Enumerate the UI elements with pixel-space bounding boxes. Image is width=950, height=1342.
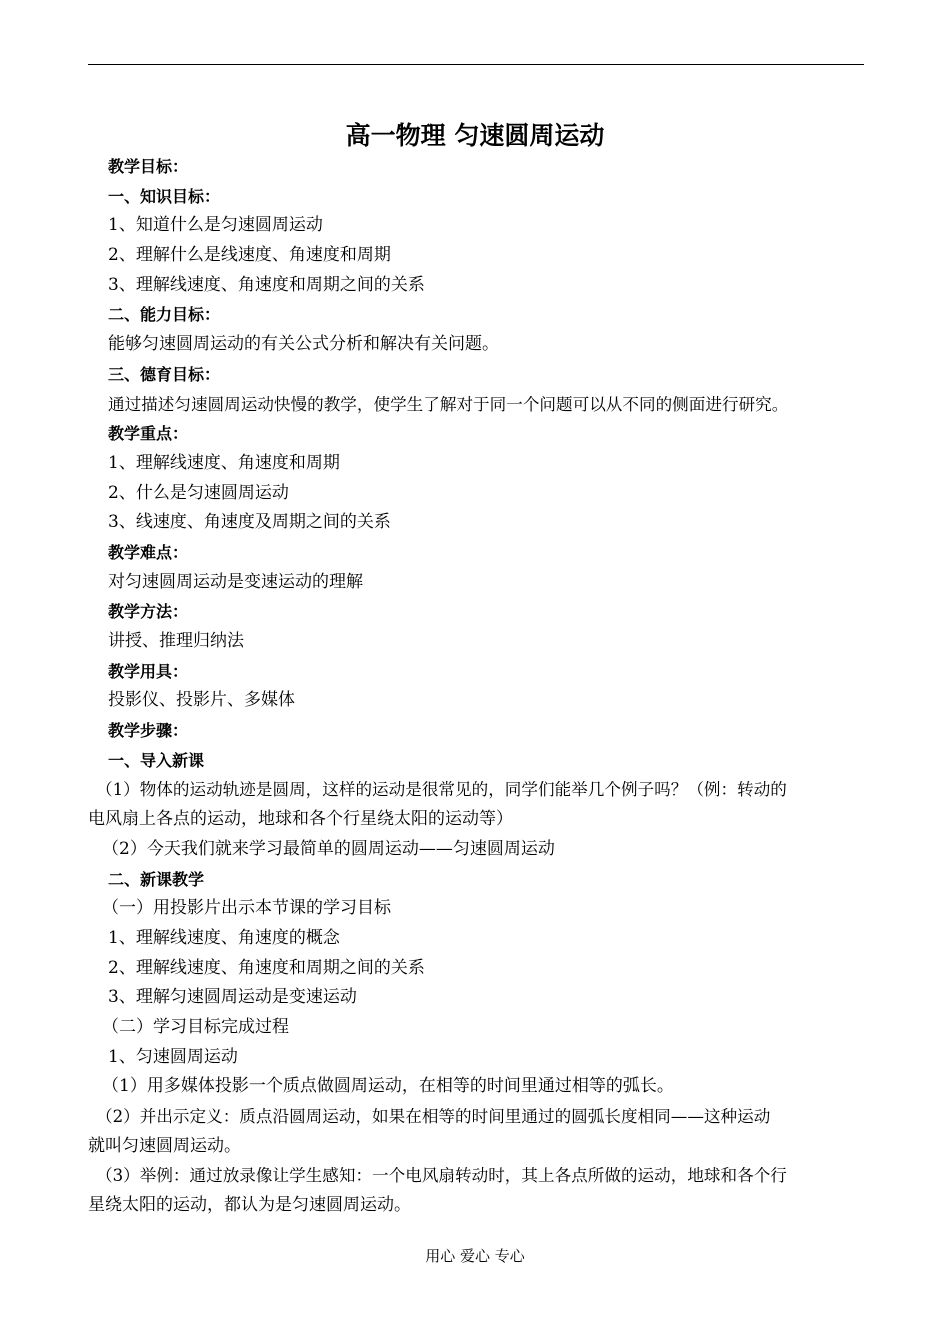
page-footer: 用心 爱心 专心 bbox=[425, 1247, 525, 1265]
heading-difficulties: 教学难点： bbox=[108, 542, 189, 562]
paragraph-line: 2、什么是匀速圆周运动 bbox=[108, 482, 289, 503]
heading-key-points: 教学重点： bbox=[108, 424, 189, 444]
paragraph-line: （二）学习目标完成过程 bbox=[102, 1016, 289, 1037]
heading-ability-goals: 二、能力目标： bbox=[108, 305, 221, 325]
heading-new-lesson: 二、新课教学 bbox=[108, 869, 205, 889]
heading-methods: 教学方法： bbox=[108, 602, 189, 622]
paragraph-line: 就叫匀速圆周运动。 bbox=[88, 1135, 241, 1156]
paragraph-line: 3、线速度、角速度及周期之间的关系 bbox=[108, 512, 391, 533]
paragraph-line: （3）举例：通过放录像让学生感知：一个电风扇转动时，其上各点所做的运动，地球和各个行 bbox=[96, 1166, 787, 1186]
document-body bbox=[88, 152, 864, 1221]
header-rule bbox=[88, 64, 864, 65]
paragraph-line: 3、理解匀速圆周运动是变速运动 bbox=[108, 987, 357, 1008]
paragraph-line: 2、理解什么是线速度、角速度和周期 bbox=[108, 245, 391, 266]
heading-teaching-goals: 教学目标： bbox=[108, 157, 189, 176]
paragraph-line: （1）物体的运动轨迹是圆周，这样的运动是很常见的，同学们能举几个例子吗？（例：转动的 bbox=[96, 780, 787, 800]
paragraph-line: 2、理解线速度、角速度和周期之间的关系 bbox=[108, 957, 425, 978]
paragraph-line: （2）并出示定义：质点沿圆周运动，如果在相等的时间里通过的圆弧长度相同——这种运动 bbox=[96, 1107, 771, 1126]
paragraph-line: 通过描述匀速圆周运动快慢的教学，使学生了解对于同一个问题可以从不同的侧面进行研究。 bbox=[108, 394, 789, 414]
paragraph-line: （一）用投影片出示本节课的学习目标 bbox=[102, 898, 391, 919]
document-title: 高一物理 匀速圆周运动 bbox=[345, 121, 605, 150]
heading-introduction: 一、导入新课 bbox=[108, 750, 205, 770]
paragraph-line: 投影仪、投影片、多媒体 bbox=[108, 690, 295, 711]
paragraph-line: （1）用多媒体投影一个质点做圆周运动，在相等的时间里通过相等的弧长。 bbox=[102, 1076, 674, 1097]
paragraph-line: 1、知道什么是匀速圆周运动 bbox=[108, 215, 323, 236]
paragraph-line: 1、理解线速度、角速度的概念 bbox=[108, 927, 340, 948]
paragraph-line: 讲授、推理归纳法 bbox=[108, 631, 244, 651]
paragraph-line: 1、理解线速度、角速度和周期 bbox=[108, 452, 340, 473]
heading-moral-goals: 三、德育目标： bbox=[108, 364, 221, 384]
paragraph-line: 3、理解线速度、角速度和周期之间的关系 bbox=[108, 274, 425, 295]
heading-steps: 教学步骤： bbox=[108, 721, 189, 741]
paragraph-line: 对匀速圆周运动是变速运动的理解 bbox=[108, 571, 363, 592]
paragraph-line: 能够匀速圆周运动的有关公式分析和解决有关问题。 bbox=[108, 334, 499, 355]
paragraph-line: 1、匀速圆周运动 bbox=[108, 1046, 238, 1067]
heading-knowledge-goals: 一、知识目标： bbox=[108, 186, 221, 206]
paragraph-line: 星绕太阳的运动，都认为是匀速圆周运动。 bbox=[88, 1195, 411, 1216]
heading-tools: 教学用具： bbox=[108, 661, 189, 681]
paragraph-line: 电风扇上各点的运动，地球和各个行星绕太阳的运动等） bbox=[88, 809, 513, 830]
paragraph-line: （2）今天我们就来学习最简单的圆周运动——匀速圆周运动 bbox=[102, 838, 555, 859]
